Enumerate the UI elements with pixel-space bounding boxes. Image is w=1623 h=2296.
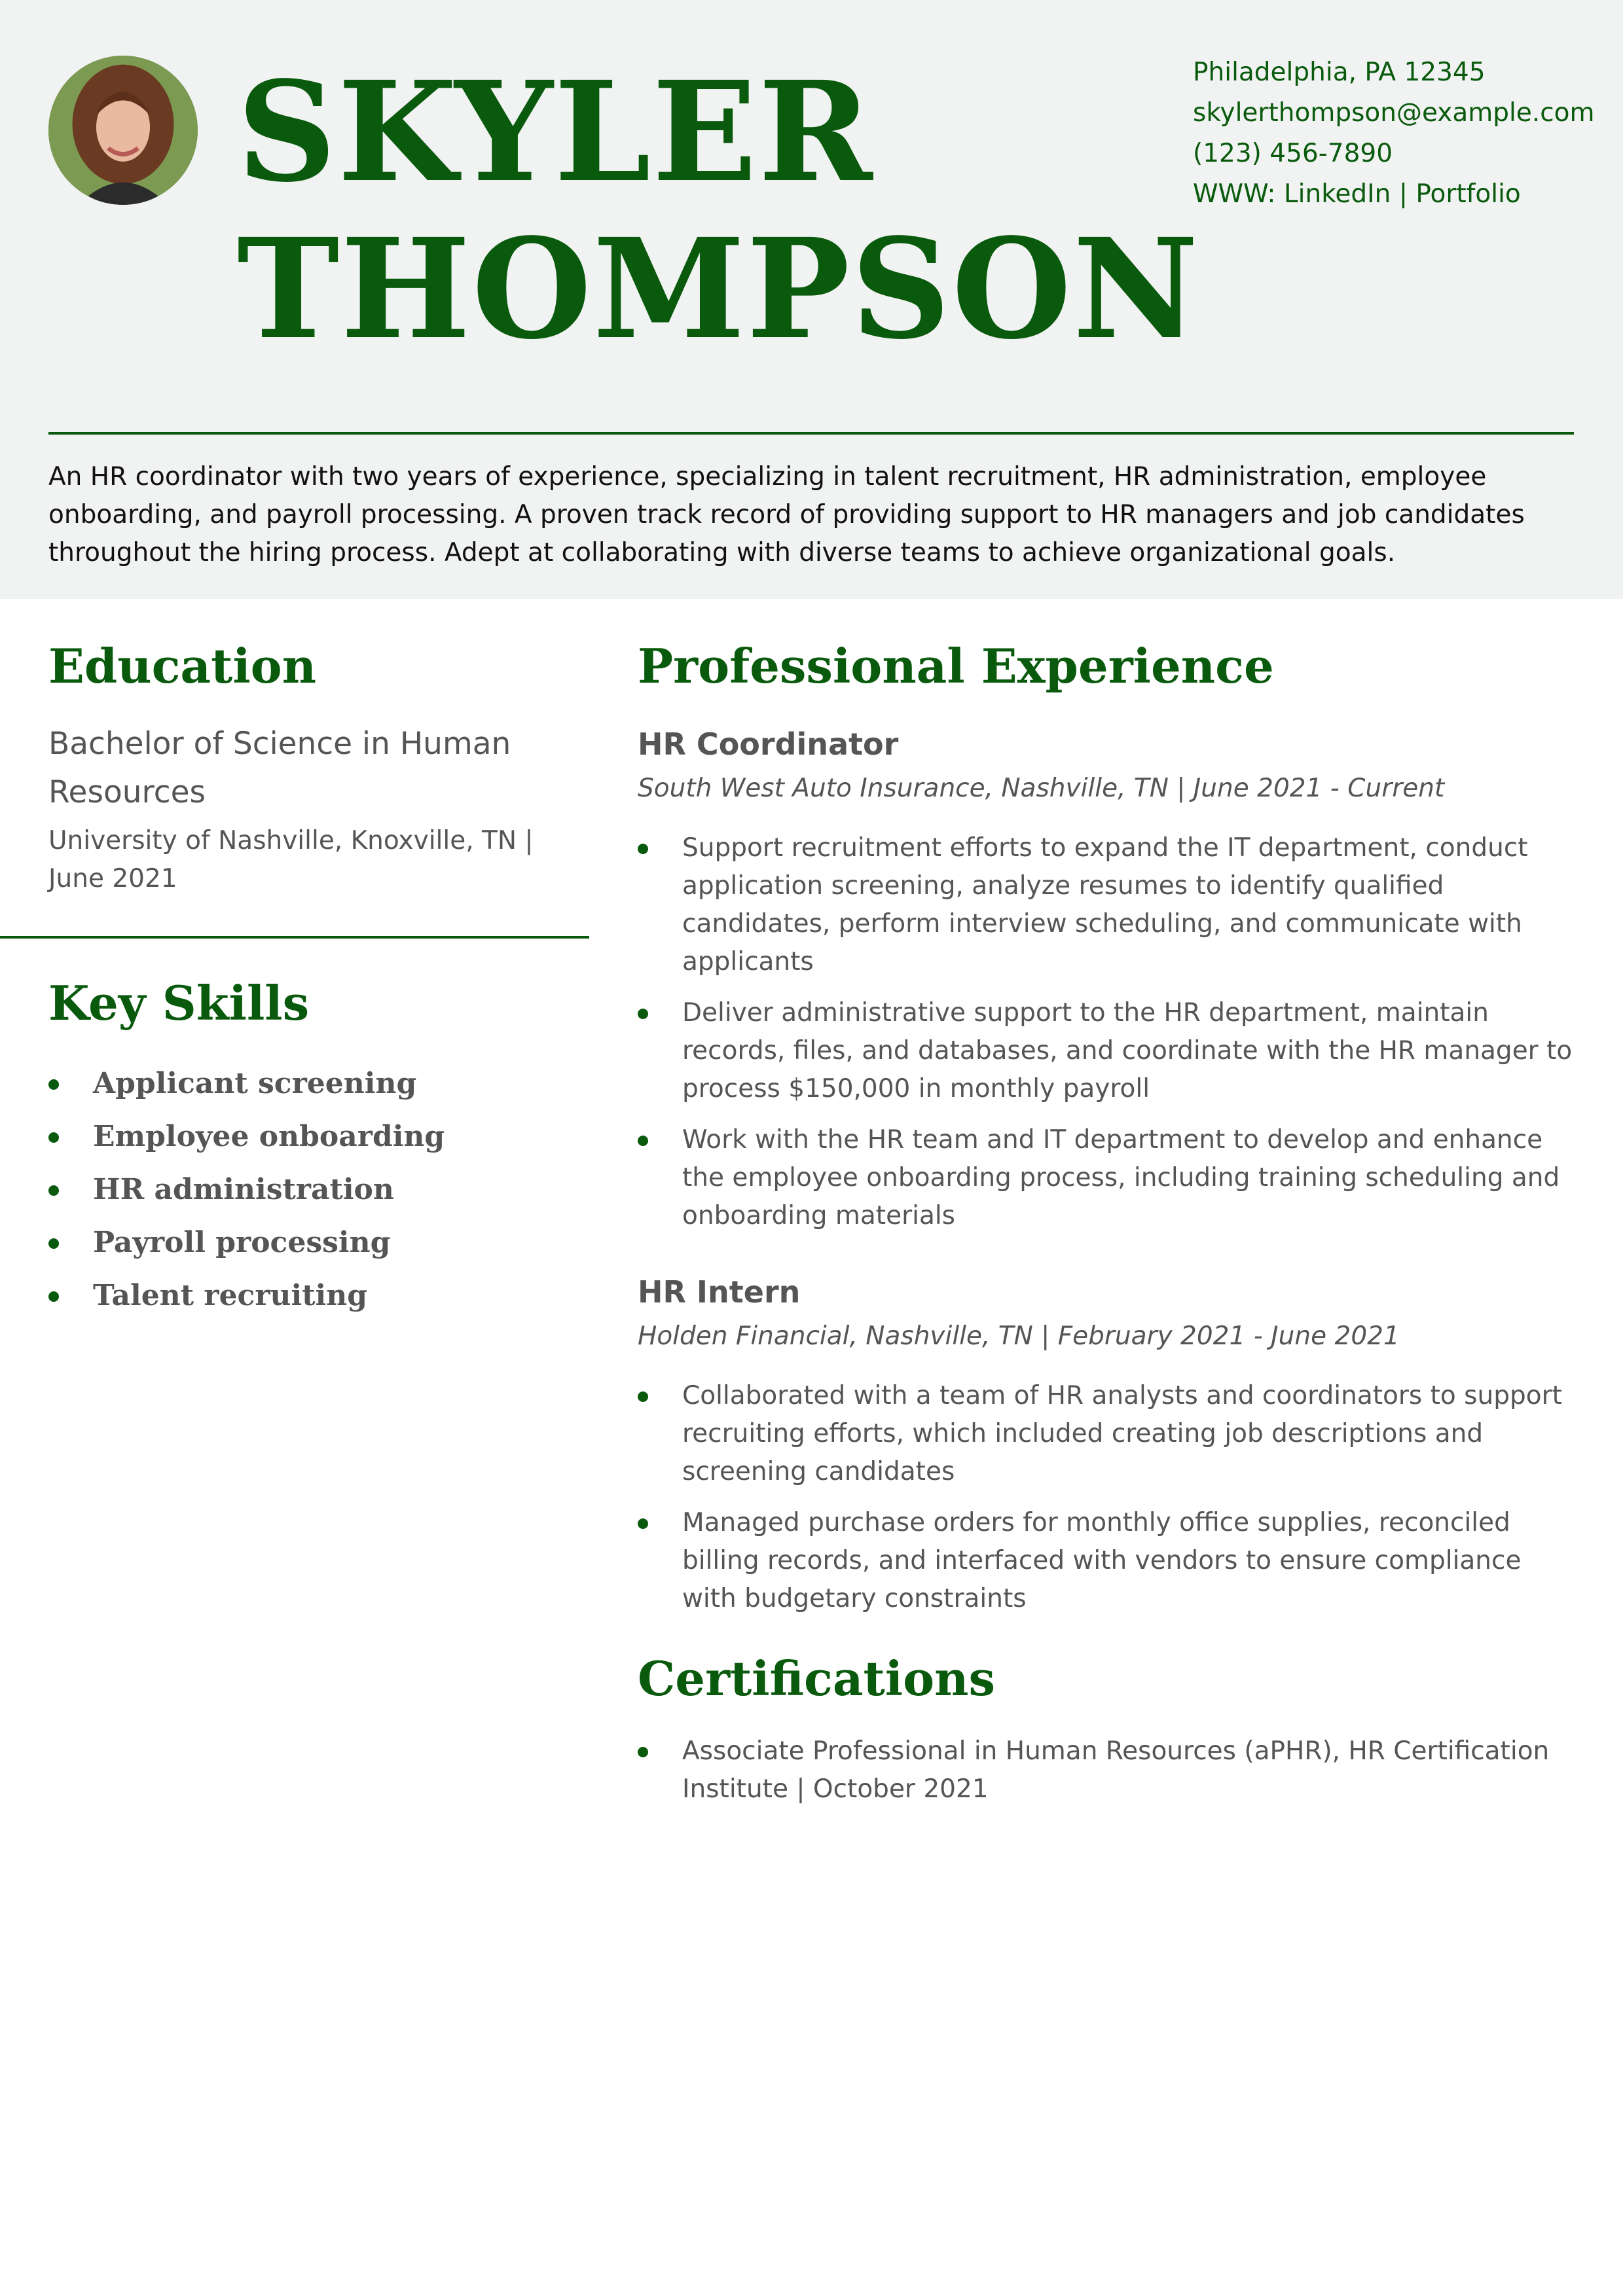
job-title: HR Coordinator <box>638 726 899 762</box>
first-name: SKYLER <box>237 51 874 213</box>
bullet-icon <box>48 1185 59 1196</box>
certification-text: Associate Professional in Human Resources (aPHR), HR Certification Institute | October 2021 <box>682 1736 1550 1804</box>
web-links <box>1193 174 1595 215</box>
education-section <box>48 638 572 898</box>
email-link[interactable]: skylerthompson@example.com <box>1193 98 1595 128</box>
skill-item <box>48 1216 445 1269</box>
skill-label: Applicant screening <box>93 1067 417 1100</box>
profile-photo <box>48 56 198 205</box>
bullet-icon <box>48 1238 59 1249</box>
bullet-icon <box>48 1132 59 1143</box>
skill-label: HR administration <box>93 1173 394 1206</box>
bullet-icon <box>638 844 648 854</box>
education-degree: Bachelor of Science in Human Resources <box>48 726 511 810</box>
skill-item <box>48 1057 445 1110</box>
experience-title: Professional Experience <box>638 638 1274 694</box>
bullet-text: Work with the HR team and IT department to develop and enhance the employee onboarding process, including training scheduling and onboarding materials <box>682 1125 1560 1230</box>
certifications-title: Certifications <box>638 1651 996 1706</box>
job-bullet <box>638 1504 1580 1618</box>
skill-label: Employee onboarding <box>93 1120 445 1153</box>
portfolio-link[interactable]: Portfolio <box>1415 179 1521 209</box>
linkedin-link[interactable]: LinkedIn <box>1283 179 1391 209</box>
bullet-icon <box>638 1747 648 1757</box>
bullet-icon <box>638 1518 648 1529</box>
full-name <box>237 51 1200 370</box>
bullet-text: Managed purchase orders for monthly office supplies, reconciled billing records, and interfaced with vendors to ensure compliance with budgetary constraints <box>682 1508 1522 1613</box>
bullet-icon <box>48 1079 59 1090</box>
skill-label: Payroll processing <box>93 1226 391 1259</box>
education-divider <box>0 936 589 939</box>
header-divider <box>48 432 1574 435</box>
job-bullets <box>638 829 1580 1235</box>
skill-label: Talent recruiting <box>93 1279 368 1312</box>
bullet-text: Support recruitment efforts to expand the IT department, conduct application screening, analyze resumes to identify qualified candidates, perform interview scheduling, and communicate with applicants <box>682 833 1528 977</box>
job-bullet <box>638 829 1580 981</box>
bullet-text: Deliver administrative support to the HR department, maintain records, files, and databases, and coordinate with the HR manager to process $150,000 in monthly payroll <box>682 998 1573 1103</box>
web-prefix: WWW: <box>1193 179 1276 209</box>
address: Philadelphia, PA 12345 <box>1193 58 1486 87</box>
resume-header <box>0 0 1623 599</box>
education-school: University of Nashville, Knoxville, TN | June 2021 <box>48 826 534 893</box>
certification-item <box>638 1732 1580 1808</box>
bullet-text: Collaborated with a team of HR analysts and coordinators to support recruiting efforts, which included creating job descriptions and screening candidates <box>682 1381 1562 1486</box>
job-bullets <box>638 1377 1580 1618</box>
certifications-list <box>638 1732 1580 1808</box>
skill-item <box>48 1269 445 1322</box>
bullet-icon <box>638 1009 648 1019</box>
skill-item <box>48 1110 445 1163</box>
certifications-section <box>638 1651 1580 1808</box>
job-meta: Holden Financial, Nashville, TN | February 2021 - June 2021 <box>638 1321 1400 1351</box>
job-bullet <box>638 994 1580 1108</box>
avatar-portrait-icon <box>48 56 198 205</box>
skills-list <box>48 1057 445 1322</box>
link-separator: | <box>1398 179 1408 209</box>
bullet-icon <box>48 1291 59 1302</box>
skills-title: Key Skills <box>48 975 310 1031</box>
contact-info <box>1193 52 1595 215</box>
job-entry <box>638 1274 1580 1618</box>
job-title: HR Intern <box>638 1274 801 1310</box>
job-entry <box>638 726 1580 1235</box>
bullet-icon <box>638 1391 648 1402</box>
bullet-icon <box>638 1136 648 1146</box>
last-name: THOMPSON <box>237 208 1200 370</box>
skill-item <box>48 1163 445 1216</box>
phone: (123) 456-7890 <box>1193 139 1393 168</box>
job-bullet <box>638 1121 1580 1235</box>
job-meta: South West Auto Insurance, Nashville, TN | June 2021 - Current <box>638 774 1445 803</box>
education-title: Education <box>48 638 317 694</box>
experience-column <box>638 638 1580 1821</box>
job-bullet <box>638 1377 1580 1491</box>
professional-summary: An HR coordinator with two years of experience, specializing in talent recruitment, HR administration, employee onboarding, and payroll processing. A proven track record of providing support to HR managers and job candidates throughout the hiring process. Adept at collaborating with diverse teams to achieve organizational goals. <box>48 462 1525 567</box>
